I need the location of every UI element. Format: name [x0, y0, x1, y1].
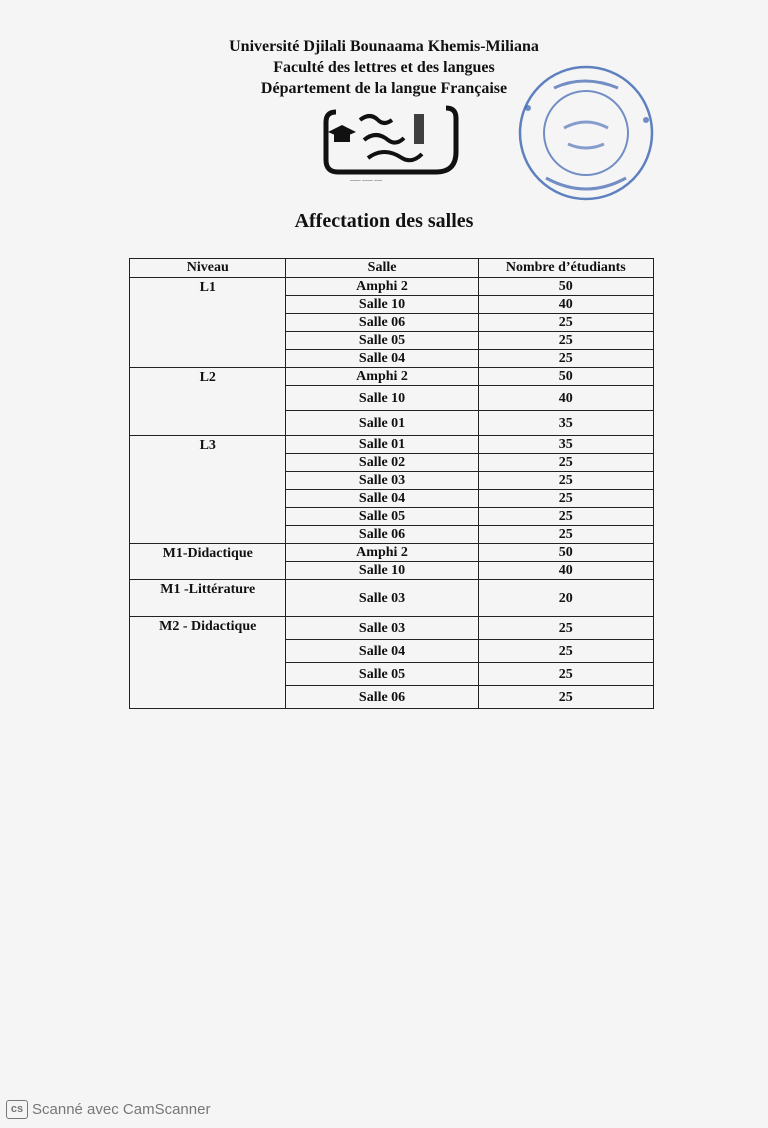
student-count-cell: 25 — [478, 640, 653, 663]
student-count-cell: 40 — [478, 562, 653, 580]
student-count-cell: 50 — [478, 368, 653, 386]
student-count-cell: 20 — [478, 580, 653, 617]
salle-cell: Salle 01 — [286, 411, 478, 436]
university-name: Université Djilali Bounaama Khemis-Miliana — [229, 38, 539, 55]
student-count-cell: 40 — [478, 296, 653, 314]
niveau-cell: M1-Didactique — [130, 544, 286, 580]
salle-cell: Amphi 2 — [286, 544, 478, 562]
student-count-cell: 25 — [478, 314, 653, 332]
salle-cell: Salle 06 — [286, 686, 478, 709]
scanner-text: Scanné avec CamScanner — [32, 1101, 211, 1118]
student-count-cell: 25 — [478, 663, 653, 686]
table-row — [130, 580, 654, 617]
salle-cell: Salle 03 — [286, 617, 478, 640]
student-count-cell: 50 — [478, 278, 653, 296]
student-count-cell: 40 — [478, 386, 653, 411]
salle-cell: Salle 02 — [286, 454, 478, 472]
student-count-cell: 50 — [478, 544, 653, 562]
salle-cell: Salle 06 — [286, 526, 478, 544]
salle-cell: Salle 04 — [286, 350, 478, 368]
student-count-cell: 25 — [478, 454, 653, 472]
university-logo-icon — [316, 100, 464, 186]
student-count-cell: 25 — [478, 350, 653, 368]
page-title: Affectation des salles — [294, 210, 474, 232]
student-count-cell: 25 — [478, 332, 653, 350]
niveau-cell: M1 -Littérature — [130, 580, 286, 617]
faculty-name: Faculté des lettres et des langues — [273, 59, 495, 76]
salle-cell: Salle 10 — [286, 562, 478, 580]
header-nombre-etudiants: Nombre d’étudiants — [478, 259, 653, 278]
salle-cell: Salle 03 — [286, 580, 478, 617]
salle-cell: Salle 03 — [286, 472, 478, 490]
header-niveau: Niveau — [130, 259, 286, 278]
salle-cell: Salle 10 — [286, 386, 478, 411]
cs-scanner-icon: cs — [6, 1100, 28, 1119]
salle-cell: Amphi 2 — [286, 368, 478, 386]
student-count-cell: 25 — [478, 472, 653, 490]
salle-cell: Salle 10 — [286, 296, 478, 314]
table-row — [130, 278, 654, 296]
department-name: Département de la langue Française — [260, 80, 508, 97]
table-row — [130, 617, 654, 640]
table-row — [130, 544, 654, 562]
salle-cell: Salle 01 — [286, 436, 478, 454]
student-count-cell: 35 — [478, 436, 653, 454]
salle-cell: Salle 04 — [286, 490, 478, 508]
salle-cell: Salle 05 — [286, 663, 478, 686]
table-header-row — [130, 259, 654, 278]
niveau-cell: L2 — [130, 368, 286, 436]
salle-cell: Salle 05 — [286, 508, 478, 526]
table-row — [130, 436, 654, 454]
header-salle: Salle — [286, 259, 478, 278]
niveau-cell: L1 — [130, 278, 286, 368]
salle-cell: Amphi 2 — [286, 278, 478, 296]
department-stamp-icon — [514, 58, 658, 208]
salle-cell: Salle 05 — [286, 332, 478, 350]
student-count-cell: 25 — [478, 490, 653, 508]
table-row — [130, 368, 654, 386]
svg-text:~~~~ ~~~~ ~~~: ~~~~ ~~~~ ~~~ — [350, 179, 383, 184]
niveau-cell: M2 - Didactique — [130, 617, 286, 709]
niveau-cell: L3 — [130, 436, 286, 544]
salle-cell: Salle 04 — [286, 640, 478, 663]
salle-cell: Salle 06 — [286, 314, 478, 332]
scanner-watermark — [6, 1100, 210, 1119]
student-count-cell: 25 — [478, 617, 653, 640]
student-count-cell: 25 — [478, 686, 653, 709]
student-count-cell: 25 — [478, 526, 653, 544]
student-count-cell: 25 — [478, 508, 653, 526]
room-allocation-table — [129, 258, 654, 709]
table-body — [130, 278, 654, 709]
student-count-cell: 35 — [478, 411, 653, 436]
